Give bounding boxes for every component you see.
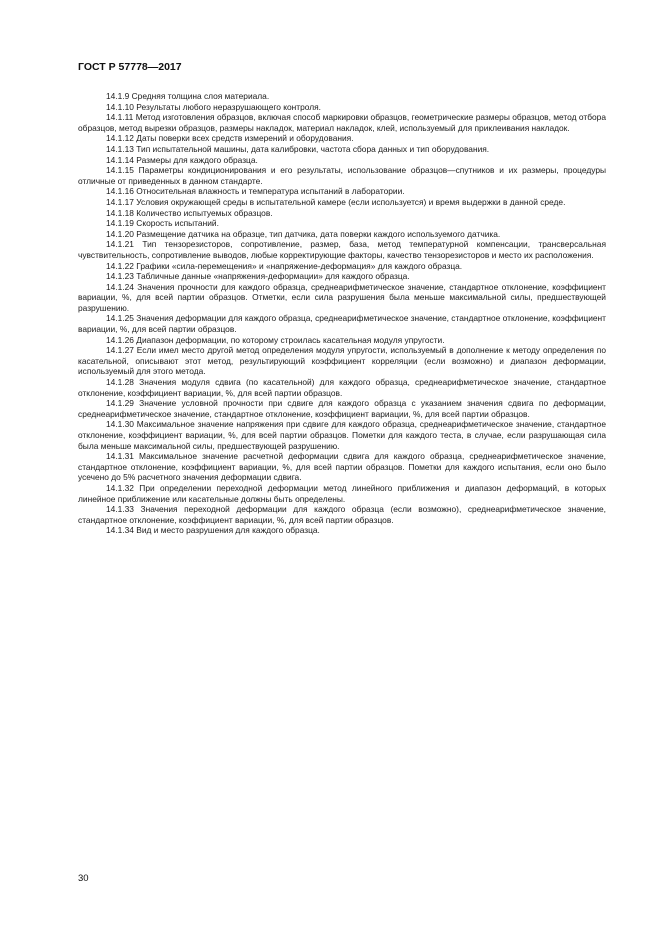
paragraph-14-1-15: 14.1.15 Параметры кондиционирования и его результаты, использование образцов—спутников и их размеры, процедуры отличные от приведенных в данном стандарте.: [78, 165, 606, 186]
paragraph-14-1-24: 14.1.24 Значения прочности для каждого образца, среднеарифметическое значение, стандартное отклонение, коэффициент вариации, %, для всей партии образцов. Отметки, если сила разрушения была меньше максимальной силы, предшествующей разрушению.: [78, 281, 606, 313]
paragraph-14-1-30: 14.1.30 Максимальное значение напряжения при сдвиге для каждого образца, среднеарифметическое значение, стандартное отклонение, коэффициент вариации, %, для всей партии образцов. Пометки для каждого теста, в случае, если разрушающая сила была меньше максимальной силы, предшествующей разрушению.: [78, 419, 606, 451]
paragraph-14-1-29: 14.1.29 Значение условной прочности при сдвиге для каждого образца с указанием значения сдвига по деформации, среднеарифметическое значение, стандартное отклонение, коэффициент вариации, %, для всей партии образцов.: [78, 398, 606, 419]
paragraph-14-1-27: 14.1.27 Если имел место другой метод определения модуля упругости, используемый в дополнение к методу определения по касательной, описывают этот метод, результирующий коэффициент корреляции (если возможно) и диапазон деформации, используемый для этого метода.: [78, 345, 606, 377]
paragraph-14-1-16: 14.1.16 Относительная влажность и температура испытаний в лаборатории.: [106, 186, 405, 197]
paragraph-14-1-31: 14.1.31 Максимальное значение расчетной деформации сдвига для каждого образца, среднеарифметическое значение, стандартное отклонение, коэффициент вариации, %, для всей партии образцов. Пометки для каждого испытания, если оно было усечено до 5% расчетного значения деформации сдвига.: [78, 451, 606, 483]
paragraph-14-1-12: 14.1.12 Даты поверки всех средств измерений и оборудования.: [106, 133, 354, 144]
paragraph-14-1-33: 14.1.33 Значения переходной деформации для каждого образца (если возможно), среднеарифметическое значение, стандартное отклонение, коэффициент вариации, %, для всей партии образцов.: [78, 504, 606, 525]
paragraph-14-1-17: 14.1.17 Условия окружающей среды в испытательной камере (если используется) и время выдержки в данной среде.: [106, 196, 566, 207]
paragraph-14-1-11: 14.1.11 Метод изготовления образцов, включая способ маркировки образцов, геометрические размеры образцов, метод отбора образцов, метод вырезки образцов, размеры накладок, материал накладок, клей, используемый для приклеивания накладок.: [78, 112, 606, 133]
paragraph-14-1-34: 14.1.34 Вид и место разрушения для каждого образца.: [106, 525, 320, 536]
document-header: ГОСТ Р 57778—2017: [78, 61, 182, 73]
paragraph-14-1-20: 14.1.20 Размещение датчика на образце, тип датчика, дата поверки каждого используемого датчика.: [106, 228, 501, 239]
paragraph-14-1-23: 14.1.23 Табличные данные «напряжения-деформации» для каждого образца.: [106, 271, 410, 282]
paragraph-14-1-25: 14.1.25 Значения деформации для каждого образца, среднеарифметическое значение, стандартное отклонение, коэффициент вариации, %, для всей партии образцов.: [78, 313, 606, 335]
paragraph-14-1-26: 14.1.26 Диапазон деформации, по которому строилась касательная модуля упругости.: [106, 334, 445, 345]
paragraph-14-1-18: 14.1.18 Количество испытуемых образцов.: [106, 207, 273, 218]
paragraph-14-1-9: 14.1.9 Средняя толщина слоя материала.: [106, 91, 270, 101]
paragraph-14-1-19: 14.1.19 Скорость испытаний.: [106, 218, 219, 229]
paragraph-14-1-28: 14.1.28 Значения модуля сдвига (по касательной) для каждого образца, среднеарифметическое значение, стандартное отклонение, коэффициент вариации, %, для всей партии образцов.: [78, 377, 606, 398]
paragraph-14-1-22: 14.1.22 Графики «сила-перемещения» и «напряжение-деформация» для каждого образца.: [106, 260, 463, 271]
page-number: 30: [78, 873, 89, 884]
document-body: [78, 91, 606, 536]
paragraph-14-1-21: 14.1.21 Тип тензорезисторов, сопротивление, размер, база, метод температурной компенсации, трансверсальная чувствительность, сопротивление выводов, любые корректирующие факторы, качество тензорезисторов и место их расположения.: [78, 239, 606, 260]
paragraph-14-1-32: 14.1.32 При определении переходной деформации метод линейного приближения и диапазон деформаций, в которых линейное приближение или касательные должны быть определены.: [78, 482, 606, 504]
paragraph-14-1-10: 14.1.10 Результаты любого неразрушающего контроля.: [106, 101, 321, 112]
paragraph-14-1-13: 14.1.13 Тип испытательной машины, дата калибровки, частота сбора данных и тип оборудования.: [106, 143, 490, 154]
paragraph-14-1-14: 14.1.14 Размеры для каждого образца.: [106, 154, 258, 165]
